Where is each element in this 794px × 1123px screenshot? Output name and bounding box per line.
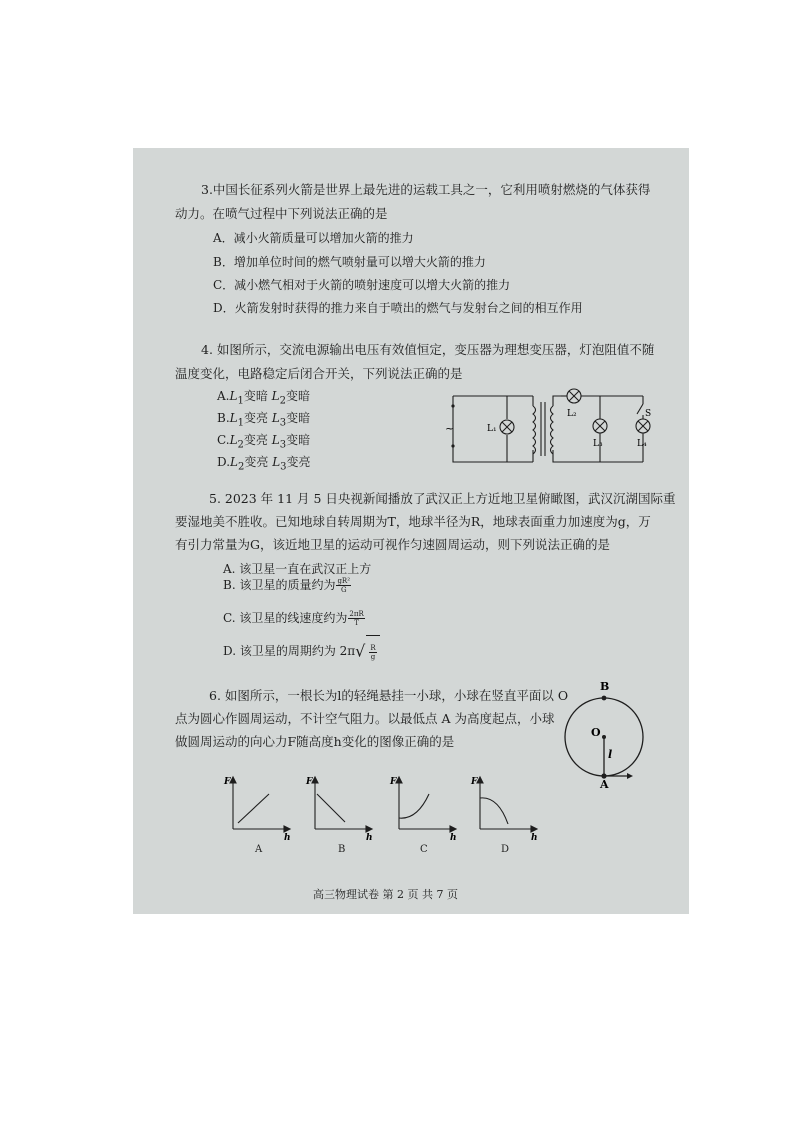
graph-d — [468, 774, 540, 843]
q6-stem-line2: 点为圆心作圆周运动，不计空气阻力。以最低点 A 为高度起点，小球 — [175, 711, 555, 726]
point-b-label: B — [600, 680, 610, 693]
q3-option-a: A．减小火箭质量可以增加火箭的推力 — [213, 231, 414, 245]
graph-c-y-label: F — [390, 777, 397, 787]
graph-a-curve — [238, 794, 269, 823]
graph-a — [221, 774, 293, 843]
graph-c-curve — [399, 794, 429, 818]
q4-stem-line1: 4. 如图所示，交流电源输出电压有效值恒定，变压器为理想变压器，灯泡阻值不随 — [201, 342, 655, 357]
graph-b-x-label: h — [366, 833, 373, 843]
q5-option-b: B. 该卫星的质量约为 $\frac{\text{gR²}}{G}$ — [223, 577, 351, 594]
q4-option-d: $D.L_2$变亮 $L_3$变亮 — [217, 455, 311, 473]
q6-stem-line3: 做圆周运动的向心力F随高度h变化的图像正确的是 — [175, 734, 455, 749]
q5-stem-line1: 5. 2023 年 11 月 5 日央视新闻播放了武汉正上方近地卫星俯瞰图，武汉沉湖国际重 — [209, 491, 676, 506]
q3-option-b: B．增加单位时间的燃气喷射量可以增大火箭的推力 — [213, 255, 486, 269]
switch-s-icon — [637, 404, 643, 414]
graph-c — [387, 774, 459, 843]
l1-label: L₁ — [487, 424, 497, 434]
q5-option-a: A. 该卫星一直在武汉正上方 — [223, 562, 372, 576]
q5-stem-line2: 要湿地美不胜收。已知地球自转周期为T，地球半径为R，地球表面重力加速度为g，万 — [175, 514, 651, 529]
q4-option-a: $A.L_1$变暗 $L_2$变暗 — [217, 389, 311, 407]
graph-a-x-label: h — [284, 833, 291, 843]
q5-option-d: D. 该卫星的周期约为 2π√ $\frac{R}{g}$ — [223, 635, 380, 667]
q4-option-b: $B.L_1$变亮 $L_3$变暗 — [217, 411, 311, 429]
graph-a-y-label: F — [224, 777, 231, 787]
l4-label: L₄ — [637, 439, 647, 449]
rope-length-label: l — [608, 748, 613, 761]
switch-s-label: S — [645, 409, 652, 419]
circular-motion-diagram — [561, 680, 651, 790]
q4-option-c: $C.L_2$变亮 $L_3$变暗 — [217, 433, 311, 451]
graph-c-x-label: h — [450, 833, 457, 843]
l3-label: L₃ — [593, 439, 603, 449]
exam-page — [133, 148, 689, 914]
graph-b — [303, 774, 375, 843]
q3-stem-line1: 3.中国长征系列火箭是世界上最先进的运载工具之一，它利用喷射燃烧的气体获得 — [201, 182, 651, 197]
transformer-circuit-diagram — [443, 384, 653, 468]
l2-label: L₂ — [567, 409, 577, 419]
q3-option-d: D．火箭发射时获得的推力来自于喷出的燃气与发射台之间的相互作用 — [213, 301, 583, 315]
graph-a-label: A — [255, 844, 263, 855]
graph-d-curve — [480, 798, 508, 824]
graph-d-y-label: F — [471, 777, 478, 787]
center-o-label: O — [591, 726, 601, 739]
q6-stem-line1: 6. 如图所示，一根长为l的轻绳悬挂一小球，小球在竖直平面以 O — [209, 688, 569, 703]
graph-c-label: C — [420, 844, 428, 855]
q3-stem-line2: 动力。在喷气过程中下列说法正确的是 — [175, 206, 388, 221]
graph-b-y-label: F — [306, 777, 313, 787]
graph-d-label: D — [501, 844, 510, 855]
q4-stem-line2: 温度变化，电路稳定后闭合开关，下列说法正确的是 — [175, 366, 463, 381]
graph-b-label: B — [338, 844, 346, 855]
q5-stem-line3: 有引力常量为G，该近地卫星的运动可视作匀速圆周运动，则下列说法正确的是 — [175, 537, 610, 552]
page-footer: 高三物理试卷 第 2 页 共 7 页 — [313, 888, 458, 901]
point-a-label: A — [600, 778, 609, 791]
graph-b-curve — [317, 794, 345, 822]
ac-source-label: ~ — [445, 422, 455, 435]
q5-option-c: C. 该卫星的线速度约为 $\frac{2\pi R}{T}$ — [223, 610, 364, 627]
sqrt-icon: √ — [355, 641, 366, 661]
graph-d-x-label: h — [531, 833, 538, 843]
q3-option-c: C．减小燃气相对于火箭的喷射速度可以增大火箭的推力 — [213, 278, 511, 292]
